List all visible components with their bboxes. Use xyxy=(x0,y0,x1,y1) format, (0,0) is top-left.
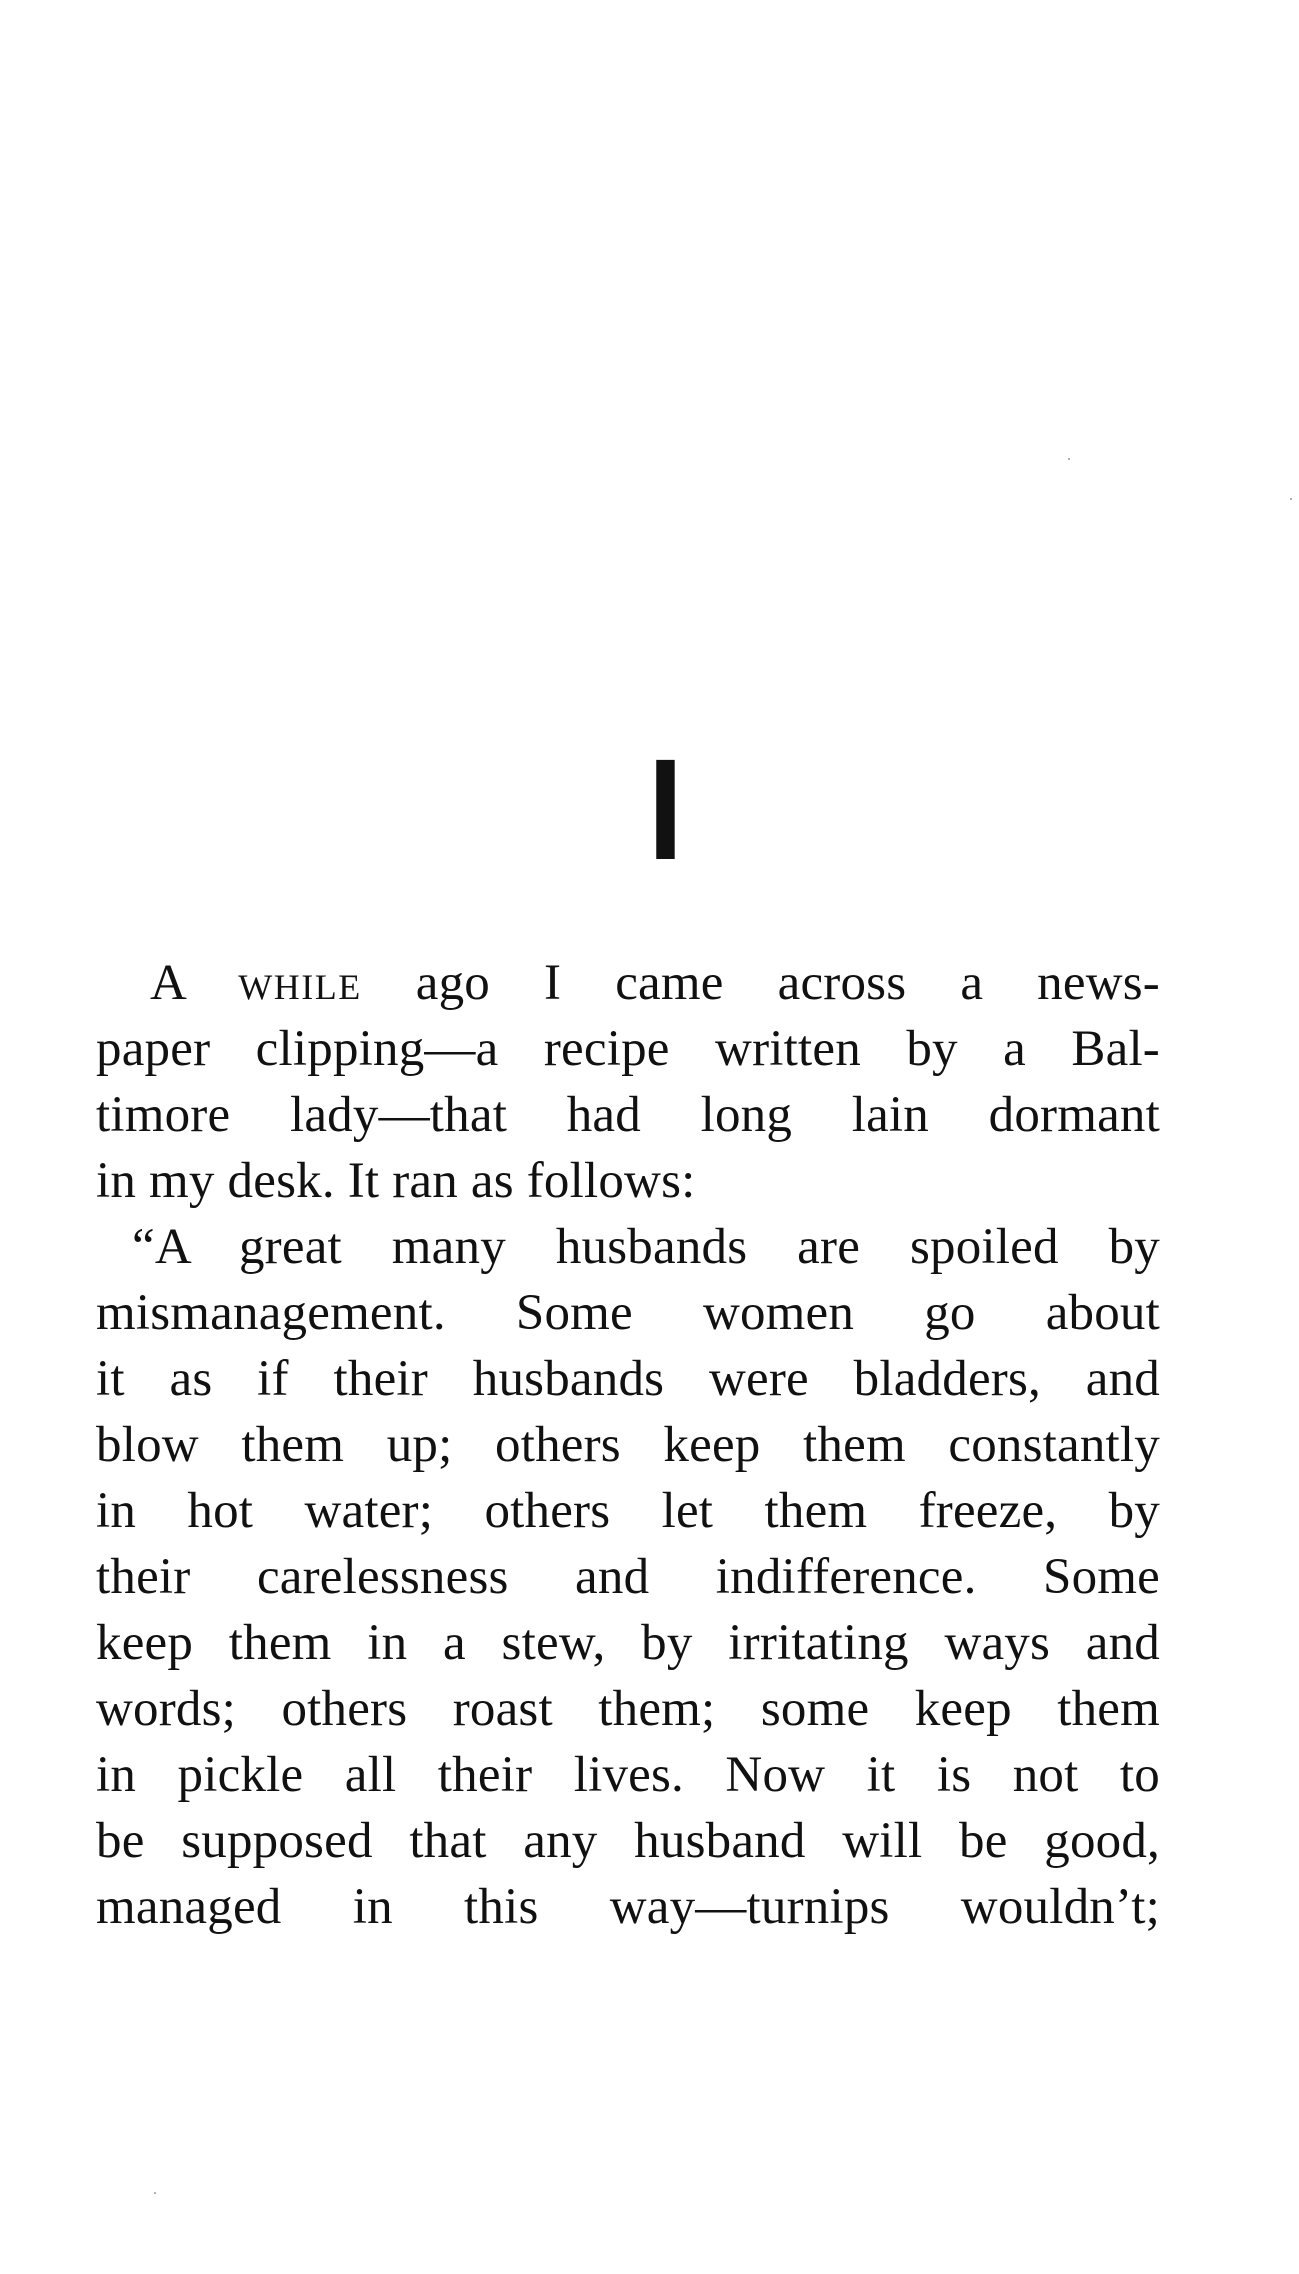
text-line: paper clipping—a recipe written by a Bal- xyxy=(96,1021,1160,1077)
line-rest: ago I came across a news- xyxy=(361,955,1160,1011)
text-line: “A great many husbands are spoiled by xyxy=(132,1219,1160,1275)
text-line: keep them in a stew, by irritating ways and xyxy=(96,1615,1160,1671)
body-text xyxy=(96,950,1160,1940)
text-line: blow them up; others keep them constantly xyxy=(96,1417,1160,1473)
text-line: be supposed that any husband will be good, xyxy=(96,1813,1160,1869)
text-line: in my desk. It ran as follows: xyxy=(96,1153,696,1209)
paper-speck xyxy=(1068,458,1070,460)
chapter-numeral: I xyxy=(647,734,684,892)
paper-speck xyxy=(154,2192,156,2194)
text-line: words; others roast them; some keep them xyxy=(96,1681,1160,1737)
paper-speck xyxy=(1290,498,1292,500)
text-line: mismanagement. Some women go about xyxy=(96,1285,1160,1341)
text-line xyxy=(96,950,1160,1016)
small-caps-word: while xyxy=(238,955,362,1011)
text-line: it as if their husbands were bladders, and xyxy=(96,1351,1160,1407)
text-line: in pickle all their lives. Now it is not to xyxy=(96,1747,1160,1803)
drop-lead: A xyxy=(150,955,239,1011)
text-line: in hot water; others let them freeze, by xyxy=(96,1483,1160,1539)
text-line: timore lady—that had long lain dormant xyxy=(96,1087,1160,1143)
text-line: their carelessness and indifference. Some xyxy=(96,1549,1160,1605)
text-line: managed in this way—turnips wouldn’t; xyxy=(96,1879,1160,1935)
